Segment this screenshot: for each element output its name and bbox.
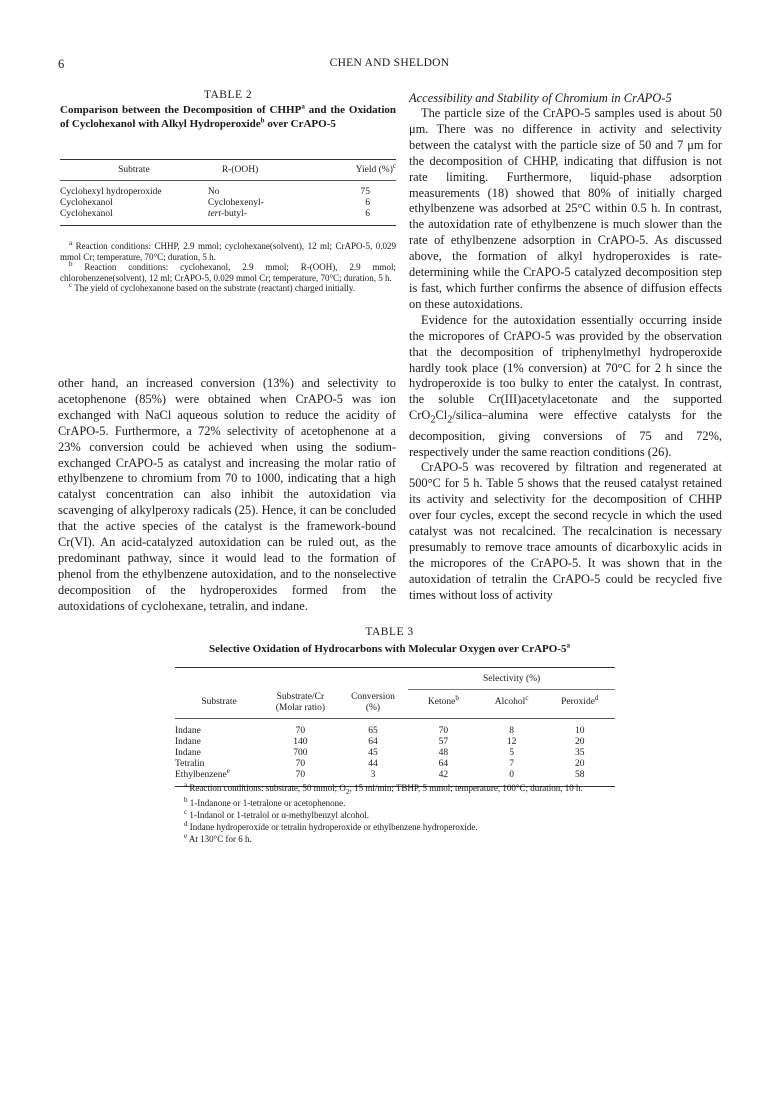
table3-footnote: $^c$ 1-Indanol or 1-tetralol or α-methylbenzyl alcohol.	[184, 807, 370, 820]
table3-header-row	[175, 668, 615, 690]
table2-cell: 75	[360, 187, 370, 197]
table3-cell: 70	[438, 725, 449, 736]
table3-cell: 0	[479, 770, 545, 787]
table2-cell: Cyclohexenyl-	[207, 198, 264, 208]
table2-cell: 6	[336, 209, 397, 226]
table3-cell: 3	[338, 770, 408, 787]
table3-header-row	[175, 690, 615, 719]
left-column-text	[58, 376, 396, 615]
table3-col-substrate: Substrate	[175, 690, 263, 719]
table2-col-yield: Yield (%)$^c$	[336, 160, 397, 181]
table2-col-rooh: R-(OOH)	[208, 160, 336, 181]
table2-label: TABLE 2	[203, 89, 253, 101]
table-row	[175, 759, 615, 770]
table3-cell: 70	[295, 725, 306, 736]
table2-footnote: $^b$ Reaction conditions: cyclohexanol, 2.9 mmol; R-(OOH), 2.9 mmol; chlorobenzene(solvent), 12 ml; CrAPO-5, 0.029 mmol Cr; temperature, 70°C; duration, 5 h.	[60, 260, 396, 283]
table3-cell: 20	[575, 736, 585, 747]
body-paragraph: The particle size of the CrAPO-5 samples used is about 50 μm. There was no difference in activity and selectivity between the catalyst with the particle size of 50 and 7 μm for the decomposition of CHHP, indicating that diffusion is not rate limiting. Furthermore, liquid-phase adsorption measurements (18) showed that 80% of initially charged ethylbenzene was adsorbed at 25°C within 0.5 h. In contrast, the autoxidation rate of ethylbenzene is much slower than the rate of ethylbenzene adsorption in CrAPO-5. As discussed above, the formation of alkyl hydroperoxides is rate-determining while the CrAPO-5 catalyzed decomposition step is fast, which further confirms the absence of diffusion effects on these autoxidations.	[409, 106, 722, 311]
table-row	[60, 209, 396, 226]
table3-cell: 42	[408, 770, 478, 787]
table-row	[60, 181, 396, 199]
table2-cell: No	[207, 187, 220, 197]
table2-caption: Comparison between the Decomposition of CHHP$^a$ and the Oxidation of Cyclohexanol with Alkyl Hydroperoxide$^b$ over CrAPO-5	[60, 102, 396, 130]
table3-cell: 140	[293, 736, 308, 747]
page-number: 6	[58, 57, 65, 71]
table2-cell: Cyclohexanol	[60, 209, 208, 226]
table3-cell: 58	[545, 770, 615, 787]
table3-col-peroxide: Peroxide$^d$	[545, 690, 615, 719]
table3-cell: 45	[368, 747, 378, 758]
table2-cell: Cyclohexyl hydroperoxide	[60, 187, 162, 197]
table3-cell: 64	[368, 736, 378, 747]
table3-cell: 57	[438, 736, 449, 747]
table3-cell: Indane	[175, 725, 201, 736]
table2-header-row	[60, 160, 396, 181]
table3-cell: 12	[506, 736, 517, 747]
table3-cell: 44	[368, 758, 378, 769]
table3-footnotes	[175, 783, 615, 846]
table3-cell: 35	[575, 747, 585, 758]
table-row	[175, 737, 615, 748]
table3-cell: 65	[368, 725, 378, 736]
table3-col-conversion: Conversion (%)	[338, 690, 408, 719]
table2-footnote: $^c$ The yield of cyclohexanone based on the substrate (reactant) charged initially.	[69, 281, 356, 293]
table3-cell: 8	[509, 725, 514, 736]
table3-caption: Selective Oxidation of Hydrocarbons with Molecular Oxygen over CrAPO-5$^a$	[209, 641, 570, 655]
table2-col-subtrate: Subtrate	[60, 160, 208, 181]
table3-footnote: $^b$ 1-Indanone or 1-tetralone or acetophenone.	[184, 795, 346, 808]
table3-cell: 70	[263, 770, 338, 787]
table3-col-ketone: Ketone$^b$	[408, 690, 478, 719]
table2-footnote: $^a$ Reaction conditions: CHHP, 2.9 mmol; cyclohexane(solvent), 12 ml; CrAPO-5, 0.029 mmol Cr; temperature, 70°C; duration, 5 h.	[60, 239, 396, 262]
table-row	[175, 748, 615, 759]
table3-cell: 70	[295, 758, 306, 769]
table3-cell: 20	[575, 758, 585, 769]
table2-footnotes	[60, 241, 396, 294]
section-heading: Accessibility and Stability of Chromium in CrAPO-5	[409, 91, 672, 105]
table3-col-ratio: Substrate/Cr (Molar ratio)	[263, 690, 338, 719]
table3-cell: Tetralin	[175, 758, 205, 769]
table3-cell: Indane	[175, 747, 201, 758]
table3-cell: Indane	[175, 736, 201, 747]
table3-label: TABLE 3	[365, 626, 414, 638]
table3-cell: Ethylbenzene$^e$	[175, 770, 263, 787]
table-row	[175, 718, 615, 737]
table3-cell: 5	[509, 747, 514, 758]
table3-footnote: $^e$ At 130°C for 6 h.	[184, 831, 252, 844]
table3-cell: 7	[509, 758, 514, 769]
table-row	[60, 198, 396, 209]
table3-selectivity-group: Selectivity (%)	[408, 668, 615, 690]
table3-cell: 10	[575, 725, 585, 736]
table2	[60, 159, 396, 226]
right-column-text	[409, 106, 722, 604]
running-title: CHEN AND SHELDON	[329, 57, 450, 69]
table2-cell: Cyclohexanol	[60, 198, 113, 208]
table2-cell: tert-butyl-	[208, 209, 336, 226]
table3-cell: 48	[438, 747, 449, 758]
body-paragraph: CrAPO-5 was recovered by filtration and regenerated at 500°C for 5 h. Table 5 shows that the reused catalyst retained its activity and selectivity for the decomposition of CHHP over four cycles, except the second recycle in which the used catalyst was not recalcined. The recalcination is necessary presumably to remove trace amounts of dicarboxylic acids in the micropores of the CrAPO-5. It was shown that in the autoxidation of tetralin the CrAPO-5 could be recycled five times without loss of activity	[409, 460, 722, 602]
body-paragraph: other hand, an increased conversion (13%) and selectivity to acetophenone (85%) were obtained when CrAPO-5 was ion exchanged with NaCl aqueous solution to reduce the acidity of CrAPO-5. Furthermore, a 72% selectivity of acetophenone at a 23% conversion could be achieved when using the sodium-exchanged CrAPO-5 as catalyst and increasing the molar ratio of ethylbenzene to chromium from 70 to 1000, indicating that a high catalyst concentration can also inhibit the autoxidation via scavenging of alkylperoxy radicals (25). Hence, it can be concluded that the active species of the catalyst is the framework-bound Cr(VI). An acid-catalyzed autoxidation can be ruled out, as the predominant pathway, since it would lead to the formation of phenol from the ethylbenzene autoxidation, and to the nonselective decomposition of the hydroperoxides formed from the autoxidations of cyclohexane, tetralin, and indane.	[58, 376, 396, 613]
table3-col-alcohol: Alcohol$^c$	[479, 690, 545, 719]
body-paragraph: Evidence for the autoxidation essentially occurring inside the micropores of CrAPO-5 was provided by the observation that the decomposition of triphenylmethyl hydroperoxide hardly took place (1% conversion) at 70°C for 2 h since the hydroperoxide is too bulky to enter the catalyst. In contrast, the soluble Cr(III)acetylacetonate and the supported $CrO_2Cl_2/silica$–alumina were effective catalysts for the decomposition, giving conversions of 75 and 72%, respectively under the same reaction conditions (26).	[409, 312, 722, 459]
table3	[175, 667, 615, 787]
table3-cell: 64	[438, 758, 449, 769]
table3-footnote: $^d$ Indane hydroperoxide or tetralin hydroperoxide or ethylbenzene hydroperoxide.	[184, 819, 478, 832]
table2-cell: 6	[365, 198, 370, 208]
table3-footnote: $^a$ Reaction conditions: substrate, 50 mmol; $O_2$, 15 ml/min; TBHP, 5 mmol; temperature, 100°C; duration, 10 h.	[184, 781, 583, 796]
table3-cell: 700	[293, 747, 308, 758]
